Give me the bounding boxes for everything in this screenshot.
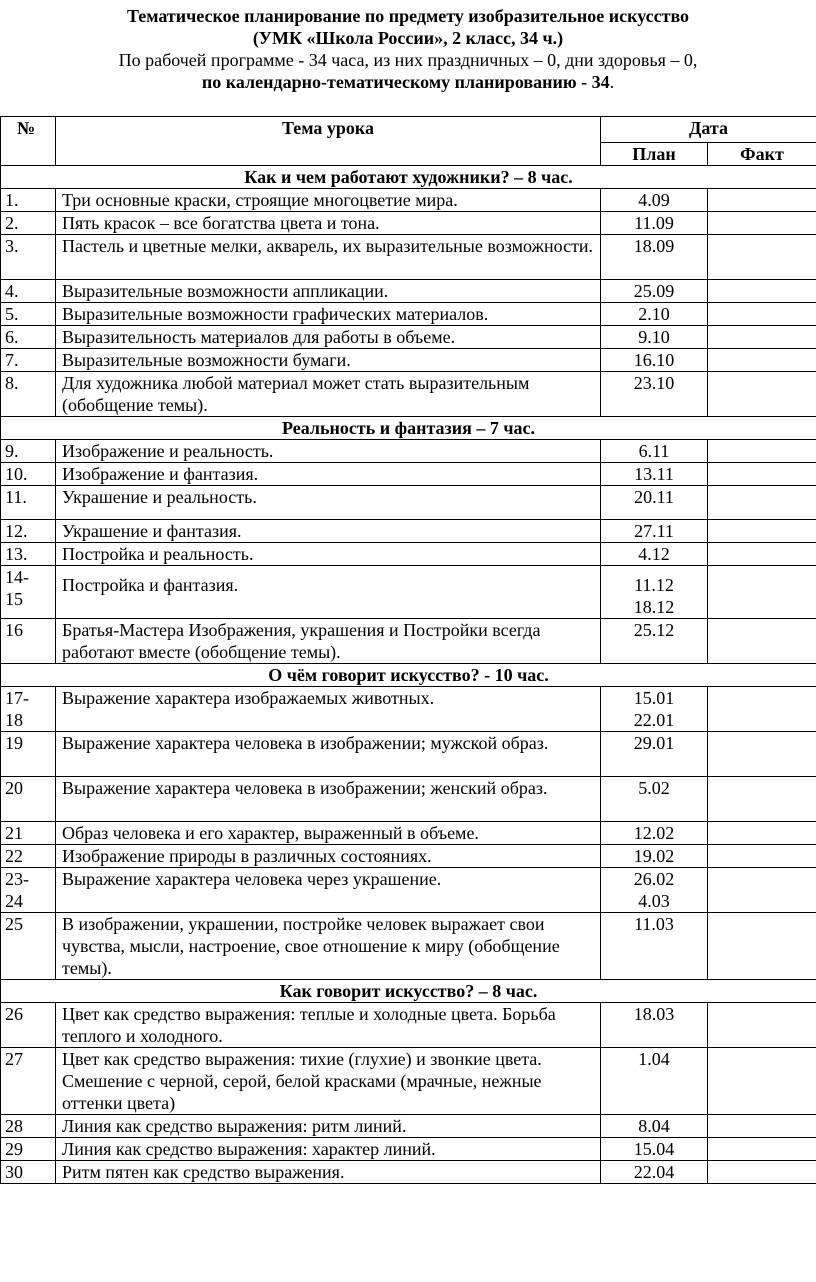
row-plan-date: 22.04	[601, 1161, 708, 1184]
row-fact-date	[708, 1048, 816, 1115]
row-topic: Линия как средство выражения: ритм линий.	[56, 1115, 601, 1138]
row-number: 17-18	[1, 687, 56, 732]
row-fact-date	[708, 687, 816, 732]
row-fact-date	[708, 732, 816, 777]
doc-plan-info	[0, 71, 816, 93]
row-topic: Изображение и реальность.	[56, 440, 601, 463]
col-header-date: Дата	[601, 117, 816, 143]
row-topic: Три основные краски, строящие многоцветие мира.	[56, 189, 601, 212]
row-plan-date: 19.02	[601, 845, 708, 868]
section-title: Как говорит искусство? – 8 час.	[1, 980, 816, 1003]
table-row	[1, 845, 816, 868]
row-topic: Пять красок – все богатства цвета и тона.	[56, 212, 601, 235]
table-row	[1, 280, 816, 303]
table-row	[1, 913, 816, 980]
row-plan-date: 18.09	[601, 235, 708, 280]
row-topic: Выражение характера человека в изображении; мужской образ.	[56, 732, 601, 777]
row-plan-date: 8.04	[601, 1115, 708, 1138]
row-number: 10.	[1, 463, 56, 486]
row-number: 20	[1, 777, 56, 822]
table-row	[1, 349, 816, 372]
row-plan-date: 16.10	[601, 349, 708, 372]
row-plan-date: 11.03	[601, 913, 708, 980]
table-row	[1, 303, 816, 326]
row-topic: Братья-Мастера Изображения, украшения и Постройки всегда работают вместе (обобщение темы).	[56, 619, 601, 664]
row-fact-date	[708, 349, 816, 372]
row-topic: Украшение и реальность.	[56, 486, 601, 520]
row-topic: Выражение характера человека через украшение.	[56, 868, 601, 913]
row-fact-date	[708, 913, 816, 980]
row-fact-date	[708, 777, 816, 822]
row-number: 21	[1, 822, 56, 845]
doc-program-info: По рабочей программе - 34 часа, из них праздничных – 0, дни здоровья – 0,	[118, 50, 698, 70]
row-fact-date	[708, 1138, 816, 1161]
row-plan-date: 25.12	[601, 619, 708, 664]
row-fact-date	[708, 372, 816, 417]
table-row	[1, 1161, 816, 1184]
row-topic: Выразительность материалов для работы в объеме.	[56, 326, 601, 349]
row-topic: Цвет как средство выражения: теплые и холодные цвета. Борьба теплого и холодного.	[56, 1003, 601, 1048]
row-topic: Выражение характера человека в изображении; женский образ.	[56, 777, 601, 822]
table-row	[1, 732, 816, 777]
row-topic: Пастель и цветные мелки, акварель, их выразительные возможности.	[56, 235, 601, 280]
document-header	[0, 0, 816, 93]
row-number: 28	[1, 1115, 56, 1138]
row-topic: Выразительные возможности аппликации.	[56, 280, 601, 303]
row-topic: Линия как средство выражения: характер линий.	[56, 1138, 601, 1161]
row-fact-date	[708, 486, 816, 520]
row-plan-date: 13.11	[601, 463, 708, 486]
row-fact-date	[708, 520, 816, 543]
row-number: 4.	[1, 280, 56, 303]
row-fact-date	[708, 463, 816, 486]
lesson-plan-table	[0, 116, 816, 1184]
row-topic: В изображении, украшении, постройке человек выражает свои чувства, мысли, настроение, свое отношение к миру (обобщение темы).	[56, 913, 601, 980]
row-number: 26	[1, 1003, 56, 1048]
table-row	[1, 543, 816, 566]
row-number: 3.	[1, 235, 56, 280]
row-plan-date: 11.09	[601, 212, 708, 235]
table-row	[1, 326, 816, 349]
row-fact-date	[708, 212, 816, 235]
table-row	[1, 486, 816, 520]
row-fact-date	[708, 1003, 816, 1048]
row-fact-date	[708, 822, 816, 845]
row-number: 25	[1, 913, 56, 980]
table-row	[1, 235, 816, 280]
row-fact-date	[708, 566, 816, 619]
table-row	[1, 566, 816, 619]
row-number: 11.	[1, 486, 56, 520]
table-row	[1, 687, 816, 732]
row-number: 23-24	[1, 868, 56, 913]
row-plan-date: 20.11	[601, 486, 708, 520]
col-header-plan: План	[601, 142, 708, 165]
section-title: Реальность и фантазия – 7 час.	[1, 417, 816, 440]
table-row	[1, 1003, 816, 1048]
row-plan-date: 4.09	[601, 189, 708, 212]
row-plan-date: 2.10	[601, 303, 708, 326]
doc-subtitle: (УМК «Школа России», 2 класс, 34 ч.)	[252, 28, 564, 48]
row-plan-date: 11.12 18.12	[601, 566, 708, 619]
row-fact-date	[708, 845, 816, 868]
row-plan-date: 12.02	[601, 822, 708, 845]
row-fact-date	[708, 235, 816, 280]
table-row	[1, 440, 816, 463]
row-topic: Для художника любой материал может стать выразительным (обобщение темы).	[56, 372, 601, 417]
row-topic: Постройка и фантазия.	[56, 566, 601, 619]
row-number: 30	[1, 1161, 56, 1184]
row-number: 16	[1, 619, 56, 664]
row-number: 9.	[1, 440, 56, 463]
row-topic: Выразительные возможности бумаги.	[56, 349, 601, 372]
doc-plan-info-tail: .	[609, 72, 615, 92]
table-row	[1, 822, 816, 845]
row-number: 1.	[1, 189, 56, 212]
row-number: 6.	[1, 326, 56, 349]
table-row	[1, 1115, 816, 1138]
col-header-number: №	[1, 117, 56, 166]
row-number: 2.	[1, 212, 56, 235]
table-row	[1, 1138, 816, 1161]
row-number: 22	[1, 845, 56, 868]
row-plan-date: 23.10	[601, 372, 708, 417]
row-number: 14-15	[1, 566, 56, 619]
doc-plan-info-bold: по календарно-тематическому планированию - 34	[201, 72, 610, 92]
row-plan-date: 26.02 4.03	[601, 868, 708, 913]
row-topic: Украшение и фантазия.	[56, 520, 601, 543]
row-number: 7.	[1, 349, 56, 372]
row-topic: Выразительные возможности графических материалов.	[56, 303, 601, 326]
col-header-topic: Тема урока	[56, 117, 601, 166]
row-number: 5.	[1, 303, 56, 326]
row-number: 29	[1, 1138, 56, 1161]
row-fact-date	[708, 1115, 816, 1138]
row-topic: Постройка и реальность.	[56, 543, 601, 566]
row-plan-date: 29.01	[601, 732, 708, 777]
row-plan-date: 1.04	[601, 1048, 708, 1115]
table-row	[1, 212, 816, 235]
row-plan-date: 18.03	[601, 1003, 708, 1048]
row-fact-date	[708, 280, 816, 303]
table-row	[1, 520, 816, 543]
table-row	[1, 372, 816, 417]
col-header-fact: Факт	[708, 142, 816, 165]
table-row	[1, 777, 816, 822]
row-number: 12.	[1, 520, 56, 543]
row-number: 13.	[1, 543, 56, 566]
row-number: 8.	[1, 372, 56, 417]
row-topic: Изображение и фантазия.	[56, 463, 601, 486]
row-fact-date	[708, 543, 816, 566]
row-plan-date: 15.04	[601, 1138, 708, 1161]
row-number: 27	[1, 1048, 56, 1115]
row-fact-date	[708, 1161, 816, 1184]
row-plan-date: 6.11	[601, 440, 708, 463]
table-row	[1, 1048, 816, 1115]
row-plan-date: 25.09	[601, 280, 708, 303]
row-plan-date: 27.11	[601, 520, 708, 543]
row-number: 19	[1, 732, 56, 777]
row-topic: Выражение характера изображаемых животных.	[56, 687, 601, 732]
row-fact-date	[708, 189, 816, 212]
table-row	[1, 463, 816, 486]
row-topic: Ритм пятен как средство выражения.	[56, 1161, 601, 1184]
row-fact-date	[708, 440, 816, 463]
row-topic: Цвет как средство выражения: тихие (глухие) и звонкие цвета. Смешение с черной, серой, белой красками (мрачные, нежные оттенки цвета)	[56, 1048, 601, 1115]
row-fact-date	[708, 303, 816, 326]
row-plan-date: 4.12	[601, 543, 708, 566]
row-topic: Изображение природы в различных состояниях.	[56, 845, 601, 868]
row-fact-date	[708, 868, 816, 913]
row-plan-date: 15.01 22.01	[601, 687, 708, 732]
section-title: Как и чем работают художники? – 8 час.	[1, 166, 816, 189]
section-title: О чём говорит искусство? - 10 час.	[1, 664, 816, 687]
row-plan-date: 5.02	[601, 777, 708, 822]
row-fact-date	[708, 326, 816, 349]
table-row	[1, 189, 816, 212]
row-fact-date	[708, 619, 816, 664]
table-row	[1, 619, 816, 664]
row-plan-date: 9.10	[601, 326, 708, 349]
table-row	[1, 868, 816, 913]
row-topic: Образ человека и его характер, выраженный в объеме.	[56, 822, 601, 845]
doc-title: Тематическое планирование по предмету изобразительное искусство	[126, 6, 690, 26]
